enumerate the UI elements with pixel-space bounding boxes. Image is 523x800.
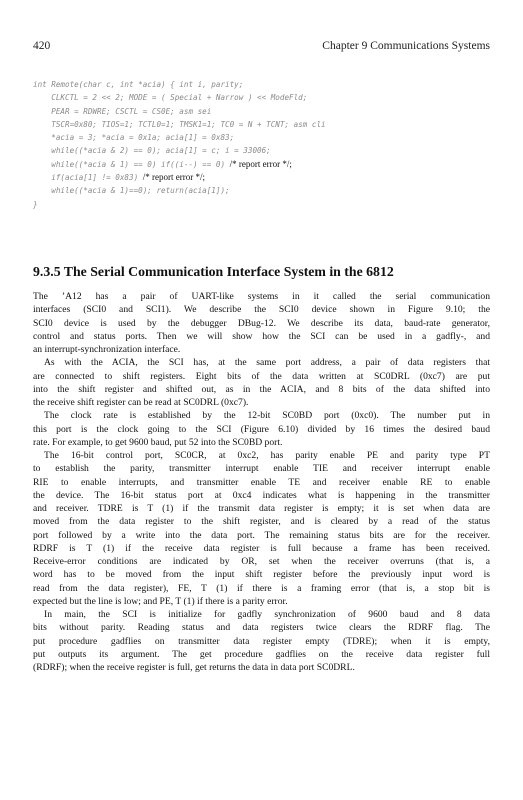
code-text: PEAR = RDWRE; CSCTL = CS0E; asm sei bbox=[33, 106, 212, 116]
body-text bbox=[33, 290, 490, 674]
text-line: bits without parity. Reading status and data registers twice clears the RDRF flag. The bbox=[33, 622, 490, 634]
text-line: the device. The 16-bit status port at 0xc4 indicates what is happening in the transmitter bbox=[33, 489, 490, 501]
text-line: to establish the parity, transmitter interrupt enable TIE and receiver interrupt enable bbox=[33, 463, 490, 475]
code-text: CLKCTL = 2 << 2; MODE = ( Special + Narrow ) << ModeFld; bbox=[33, 93, 308, 103]
text-line: put outputs its argument. The get procedure gadflies on the receive data register full bbox=[33, 648, 490, 660]
code-text: int Remote(char c, int *acia) { int i, parity; bbox=[33, 80, 244, 89]
text-line: SCI0 device is used by the debugger DBug-12. We describe its data, baud-rate generator, bbox=[33, 317, 490, 329]
code-text: if(acia[1] != 0x83) bbox=[33, 173, 143, 183]
code-line bbox=[33, 158, 493, 171]
code-listing bbox=[33, 78, 493, 211]
code-line bbox=[33, 131, 493, 144]
text-line: read from the data register), FE, T (1) if there is a framing error (that is, a stop bit is bbox=[33, 582, 490, 594]
code-line bbox=[33, 78, 493, 91]
text-line: (RDRF); when the receive register is full, get returns the data in data port SC0DRL. bbox=[33, 662, 355, 673]
text-line: this port is the clock going to the SCI (Figure 6.10) divided by 16 times the desired baud bbox=[33, 423, 490, 435]
text-line: port followed by a write into the data port. The remaining status bits are for the receiver. bbox=[33, 529, 490, 541]
text-line: expected but the line is low; and PE, T (1) if there is a parity error. bbox=[33, 595, 288, 607]
code-text: while((*acia & 1)==0); return(acia[1]); bbox=[33, 186, 230, 196]
code-text: while((*acia & 2) == 0); acia[1] = c; i = 33006; bbox=[33, 146, 271, 156]
text-line: the receive shift register can be read at SC0DRL (0xc7). bbox=[33, 397, 249, 408]
code-text: *acia = 3; *acia = 0x1a; acia[1] = 0x83; bbox=[33, 133, 235, 143]
text-line: rate. For example, to get 9600 baud, put 52 into the SC0BD port. bbox=[33, 436, 283, 448]
text-line: RDRF is T (1) if the receive data register is full because a frame has been received. bbox=[33, 542, 490, 554]
text-line: Receive-error conditions are indicated by OR, set when the receiver overruns (that is, a bbox=[33, 556, 490, 567]
text-line: interfaces (SCI0 and SCI1). We describe the SCI0 device shown in Figure 9.10; the bbox=[33, 304, 490, 316]
text-line: The 16-bit control port, SC0CR, at 0xc2, has parity enable PE and parity type PT bbox=[44, 450, 490, 461]
text-line: are connected to shift registers. Eight bits of the data written at SC0DRL (0xc7) are put bbox=[33, 370, 490, 382]
code-line bbox=[33, 118, 493, 131]
text-line: into the shift register and shifted out, as in the ACIA, and 8 bits of the data shifted into bbox=[33, 383, 490, 395]
code-line bbox=[33, 144, 493, 157]
text-line: The ’A12 has a pair of UART-like systems in it called the serial communication bbox=[33, 291, 490, 302]
text-line: In main, the SCI is initialize for gadfly synchronization of 9600 baud and 8 data bbox=[44, 609, 490, 620]
code-comment: /* report error */; bbox=[142, 172, 205, 183]
text-line: and receiver. TDRE is T (1) if the transmit data register is empty; it is set when data are bbox=[33, 503, 490, 514]
section-heading: 9.3.5 The Serial Communication Interface System in the 6812 bbox=[33, 264, 394, 279]
code-comment: /* report error */; bbox=[229, 158, 292, 169]
page-number: 420 bbox=[33, 40, 51, 52]
code-line bbox=[33, 105, 493, 118]
code-text: while((*acia & 1) == 0) if((i--) == 0) bbox=[33, 159, 230, 169]
code-line bbox=[33, 184, 493, 197]
text-line: As with the ACIA, the SCI has, at the same port address, a pair of data registers that bbox=[44, 357, 490, 369]
code-text: } bbox=[33, 199, 38, 209]
text-line: an interrupt-synchronization interface. bbox=[33, 344, 181, 355]
text-line: RIE to enable interrupts, and transmitter enable TE and receiver enable RE to enable bbox=[33, 476, 490, 488]
code-line bbox=[33, 171, 493, 184]
text-line: moved from the data register to the shift register, and is cleared by a read of the status bbox=[33, 516, 490, 528]
text-line: The clock rate is established by the 12-bit SC0BD port (0xc0). The number put in bbox=[44, 410, 490, 422]
code-line bbox=[33, 198, 493, 211]
chapter-title: Chapter 9 Communications Systems bbox=[322, 40, 490, 52]
code-text: TSCR=0x80; TIOS=1; TCTL0=1; TMSK1=1; TC0 = N + TCNT; asm cli bbox=[33, 119, 326, 129]
text-line: word has to be moved from the input shift register before the previously input word is bbox=[33, 569, 490, 581]
text-line: control and status ports. Then we will show how the SCI can be used in a gadfly-, and bbox=[33, 330, 490, 342]
code-line bbox=[33, 91, 493, 104]
running-header bbox=[33, 40, 490, 54]
text-line: put procedure gadflies on transmitter data register empty (TDRE); when it is empty, bbox=[33, 635, 490, 647]
